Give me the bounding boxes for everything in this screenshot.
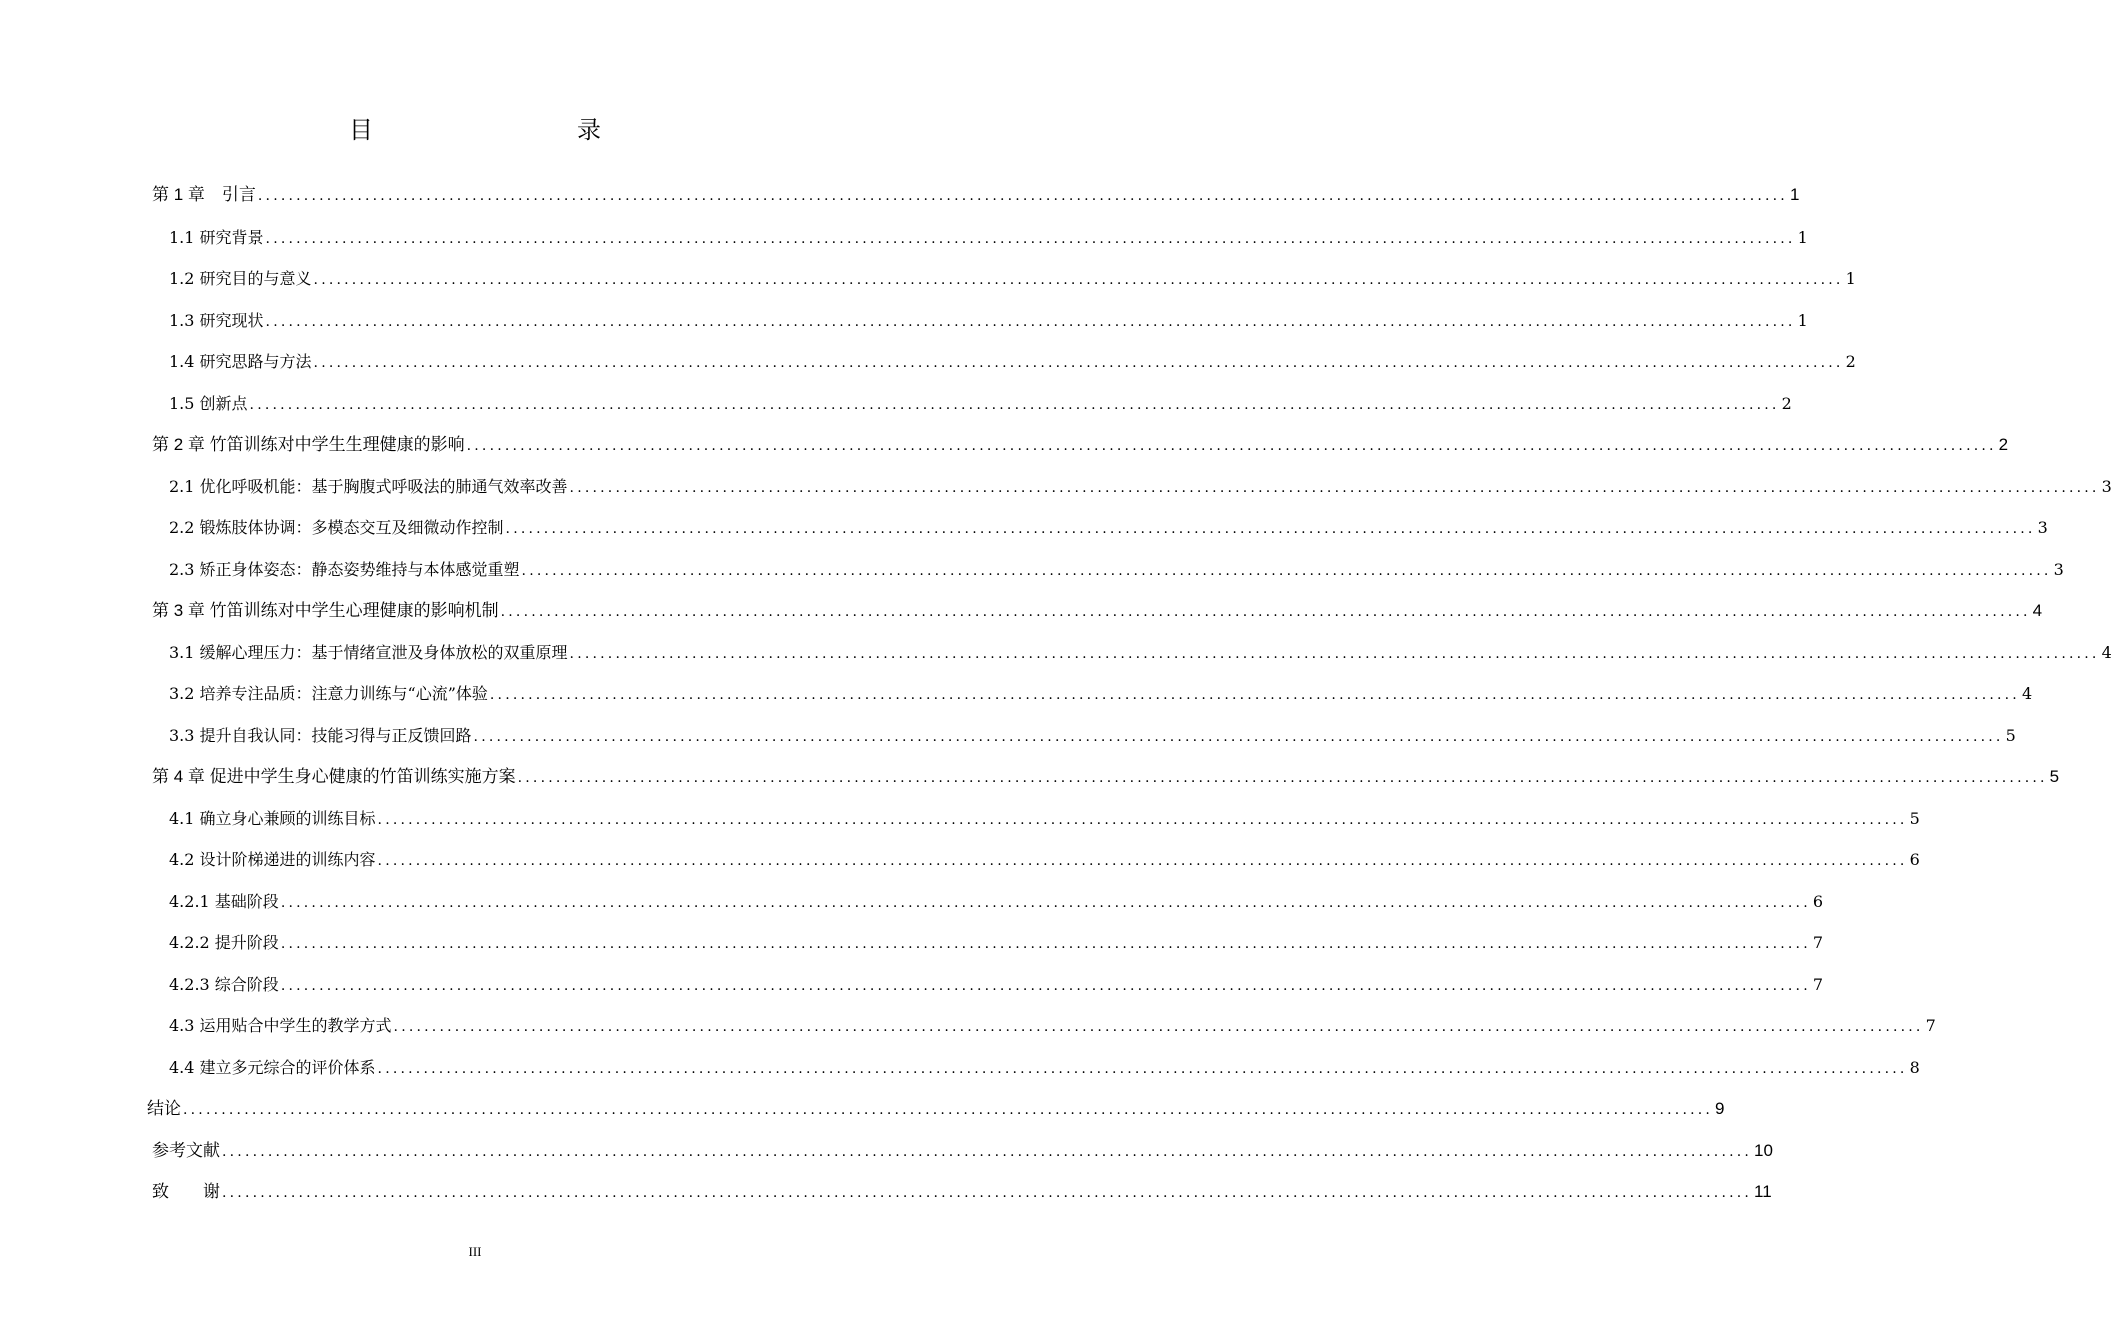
toc-entry-label: 2.1 优化呼吸机能：基于胸腹式呼吸法的肺通气效率改善 <box>169 477 568 496</box>
toc-page-number: 1 <box>1845 269 1856 288</box>
toc-entry-chapter[interactable] <box>152 182 1800 206</box>
dot-leader: ........................................................................................................................................................................................................ <box>377 812 1908 828</box>
toc-entry-label: 第 1 章 引言 <box>152 185 256 204</box>
toc-entry-label: 4.2 设计阶梯递进的训练内容 <box>169 850 376 869</box>
toc-entry-label: 第 2 章 竹笛训练对中学生生理健康的影响 <box>152 435 465 454</box>
toc-entry-label: 3.3 提升自我认同：技能习得与正反馈回路 <box>169 726 472 745</box>
toc-entry-label: 致 谢 <box>152 1182 220 1201</box>
toc-entry-conclusion[interactable] <box>147 1096 1725 1120</box>
toc-page-number: 2 <box>1998 435 2009 454</box>
dot-leader: ........................................................................................................................................................................................................ <box>377 853 1908 869</box>
toc-entry-acknowledgements[interactable] <box>152 1179 1772 1203</box>
dot-leader: ........................................................................................................................................................................................................ <box>183 1102 1714 1118</box>
toc-entry-subsection[interactable] <box>169 972 1824 996</box>
toc-page-number: 7 <box>1925 1016 1936 1035</box>
dot-leader: ........................................................................................................................................................................................................ <box>500 604 2031 620</box>
toc-entry-references[interactable] <box>152 1138 1773 1162</box>
toc-page-number: 5 <box>2049 767 2060 786</box>
toc-page-number: 7 <box>1812 975 1824 994</box>
toc-entry-label: 2.3 矫正身体姿态：静态姿势维持与本体感觉重塑 <box>169 560 520 579</box>
page-number-footer: III <box>468 1244 482 1259</box>
dot-leader: ........................................................................................................................................................................................................ <box>265 314 1796 330</box>
toc-entry-label: 结论 <box>147 1099 181 1118</box>
toc-page-number: 6 <box>1909 850 1920 869</box>
toc-entry-chapter[interactable] <box>152 598 2043 622</box>
dot-leader: ........................................................................................................................................................................................................ <box>489 687 2020 703</box>
toc-page-number: 11 <box>1754 1182 1772 1201</box>
dot-leader: ........................................................................................................................................................................................................ <box>257 188 1788 204</box>
toc-entry-label: 4.1 确立身心兼顾的训练目标 <box>169 809 376 828</box>
toc-entry-chapter[interactable] <box>152 432 2009 456</box>
dot-leader: ........................................................................................................................................................................................................ <box>222 1185 1753 1201</box>
dot-leader: ........................................................................................................................................................................................................ <box>222 1144 1753 1160</box>
toc-page-number: 6 <box>1812 892 1824 911</box>
toc-entry-section[interactable] <box>169 640 2112 664</box>
toc-page-number: 1 <box>1789 185 1800 204</box>
toc-entry-chapter[interactable] <box>152 764 2060 788</box>
toc-entry-label: 第 3 章 竹笛训练对中学生心理健康的影响机制 <box>152 601 499 620</box>
toc-page-number: 1 <box>1797 228 1808 247</box>
dot-leader: ........................................................................................................................................................................................................ <box>265 231 1796 247</box>
toc-entry-label: 2.2 锻炼肢体协调：多模态交互及细微动作控制 <box>169 518 504 537</box>
toc-title: 目 录 <box>349 117 653 144</box>
toc-page-number: 4 <box>2021 684 2033 703</box>
toc-entry-label: 第 4 章 促进中学生身心健康的竹笛训练实施方案 <box>152 767 516 786</box>
dot-leader: ........................................................................................................................................................................................................ <box>280 936 1811 952</box>
dot-leader: ........................................................................................................................................................................................................ <box>473 729 2004 745</box>
toc-entry-section[interactable] <box>169 806 1920 830</box>
toc-entry-section[interactable] <box>169 723 2016 747</box>
dot-leader: ........................................................................................................................................................................................................ <box>280 978 1811 994</box>
dot-leader: ........................................................................................................................................................................................................ <box>466 438 1997 454</box>
toc-entry-section[interactable] <box>169 1013 1936 1037</box>
toc-entry-label: 4.2.2 提升阶段 <box>169 933 279 952</box>
toc-entry-label: 4.2.3 综合阶段 <box>169 975 279 994</box>
toc-page-number: 7 <box>1812 933 1824 952</box>
toc-page-number: 2 <box>1845 352 1856 371</box>
toc-entry-section[interactable] <box>169 225 1808 249</box>
toc-entry-label: 1.4 研究思路与方法 <box>169 352 312 371</box>
dot-leader: ........................................................................................................................................................................................................ <box>393 1019 1924 1035</box>
toc-entry-label: 1.3 研究现状 <box>169 311 264 330</box>
toc-entry-label: 1.2 研究目的与意义 <box>169 269 312 288</box>
toc-entry-label: 1.1 研究背景 <box>169 228 264 247</box>
toc-entry-label: 4.2.1 基础阶段 <box>169 892 279 911</box>
dot-leader: ........................................................................................................................................................................................................ <box>517 770 2048 786</box>
toc-entry-section[interactable] <box>169 1055 1920 1079</box>
toc-page-number: 3 <box>2037 518 2048 537</box>
toc-entry-section[interactable] <box>169 515 2048 539</box>
toc-entry-label: 4.4 建立多元综合的评价体系 <box>169 1058 376 1077</box>
toc-page-number: 3 <box>2101 477 2112 496</box>
toc-entry-subsection[interactable] <box>169 889 1824 913</box>
toc-entry-section[interactable] <box>169 681 2033 705</box>
toc-page-number: 2 <box>1781 394 1792 413</box>
dot-leader: ........................................................................................................................................................................................................ <box>569 480 2100 496</box>
dot-leader: ........................................................................................................................................................................................................ <box>313 272 1844 288</box>
toc-entry-section[interactable] <box>169 391 1792 415</box>
toc-page-number: 1 <box>1797 311 1808 330</box>
dot-leader: ........................................................................................................................................................................................................ <box>569 646 2100 662</box>
toc-entry-label: 4.3 运用贴合中学生的教学方式 <box>169 1016 392 1035</box>
toc-entry-section[interactable] <box>169 847 1920 871</box>
toc-page-number: 3 <box>2053 560 2064 579</box>
toc-page-number: 10 <box>1754 1141 1773 1160</box>
dot-leader: ........................................................................................................................................................................................................ <box>249 397 1780 413</box>
toc-entry-label: 3.1 缓解心理压力：基于情绪宣泄及身体放松的双重原理 <box>169 643 568 662</box>
toc-entry-section[interactable] <box>169 266 1856 290</box>
toc-page-number: 4 <box>2032 601 2043 620</box>
toc-entry-label: 参考文献 <box>152 1141 220 1160</box>
dot-leader: ........................................................................................................................................................................................................ <box>521 563 2052 579</box>
toc-page-number: 5 <box>1909 809 1920 828</box>
toc-entry-subsection[interactable] <box>169 930 1824 954</box>
toc-entry-section[interactable] <box>169 474 2112 498</box>
toc-entry-section[interactable] <box>169 308 1808 332</box>
toc-entry-section[interactable] <box>169 557 2064 581</box>
toc-entry-label: 3.2 培养专注品质：注意力训练与“心流”体验 <box>169 684 488 703</box>
toc-page-number: 4 <box>2101 643 2112 662</box>
dot-leader: ........................................................................................................................................................................................................ <box>505 521 2036 537</box>
dot-leader: ........................................................................................................................................................................................................ <box>280 895 1811 911</box>
toc-page-number: 9 <box>1715 1099 1725 1118</box>
toc-entry-section[interactable] <box>169 349 1856 373</box>
toc-page-number: 8 <box>1909 1058 1920 1077</box>
toc-entry-label: 1.5 创新点 <box>169 394 248 413</box>
dot-leader: ........................................................................................................................................................................................................ <box>377 1061 1908 1077</box>
dot-leader: ........................................................................................................................................................................................................ <box>313 355 1844 371</box>
toc-page-number: 5 <box>2005 726 2016 745</box>
